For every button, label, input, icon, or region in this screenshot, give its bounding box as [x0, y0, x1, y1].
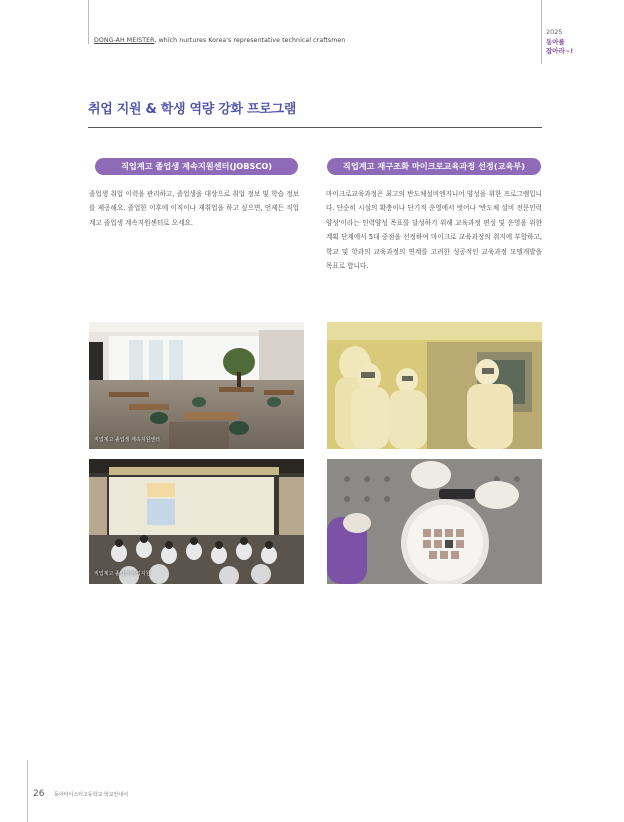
footer-divider — [27, 760, 28, 822]
wafer-photo — [327, 459, 542, 584]
header-tagline — [94, 37, 345, 44]
jobsco-heading: 직업계고 졸업생 계속지원센터(JOBSCO) — [95, 158, 298, 175]
micro-course-body: 마이크로교육과정은 최고의 반도체설비엔지니어 양성을 위한 프로그램입니다. 단순히 시설의 확충이나 단기적 운영에서 벗어나 '반도체 설비 전문인력양성'이라는 인력양성 목표를 달성하기 위해 교육과정 편성 및 운영을 위한 계획 단계에서 5대 중점을 선정하여 마이크로 교육과정의 취지에 부합하고, 학교 및 학과의 교육과정의 연계를 고려한 성공적인 교육과정 모델개발을 목표로 합니다. — [326, 190, 542, 271]
header-tagline-brand: DONG-AH MEISTER — [94, 37, 155, 44]
section-title: 취업 지원 & 학생 역량 강화 프로그램 — [88, 102, 297, 117]
header-tagline-text: , which nurtures Korea's representative technical craftsmen — [154, 37, 346, 44]
jobsco-center-photo — [89, 322, 304, 449]
wafer-illustration — [327, 459, 542, 584]
footer-school-name: 동아마이스터고등학교 학교안내서 — [54, 792, 129, 798]
auditorium-illustration — [89, 459, 304, 584]
cleanroom-illustration — [327, 322, 542, 449]
jobsco-center-caption: 직업계고 졸업생 계속지원센터 — [94, 437, 160, 443]
cleanroom-photo — [327, 322, 542, 449]
header-slogan: 동아를 잡아라~! — [546, 38, 574, 55]
jobsco-body: 졸업생 취업 이력을 관리하고, 졸업생을 대상으로 취업 정보 및 학습 정보를 제공해요. 졸업한 이후에 이직이나 재취업을 하고 싶으면, 언제든 직업계고 졸업생 계속지원센터로 오세요. — [89, 190, 299, 227]
section-title-rule — [88, 127, 542, 128]
header-year: 2025 — [546, 28, 563, 36]
header-divider-left — [88, 0, 89, 44]
header-divider-right — [541, 0, 542, 64]
auditorium-caption: 직업계고 졸업생 취업지원 — [94, 571, 151, 577]
auditorium-photo — [89, 459, 304, 584]
page-number: 26 — [33, 789, 45, 799]
micro-course-heading: 직업계고 재구조화 마이크로교육과정 선정(교육부) — [327, 158, 541, 175]
jobsco-center-illustration — [89, 322, 304, 449]
